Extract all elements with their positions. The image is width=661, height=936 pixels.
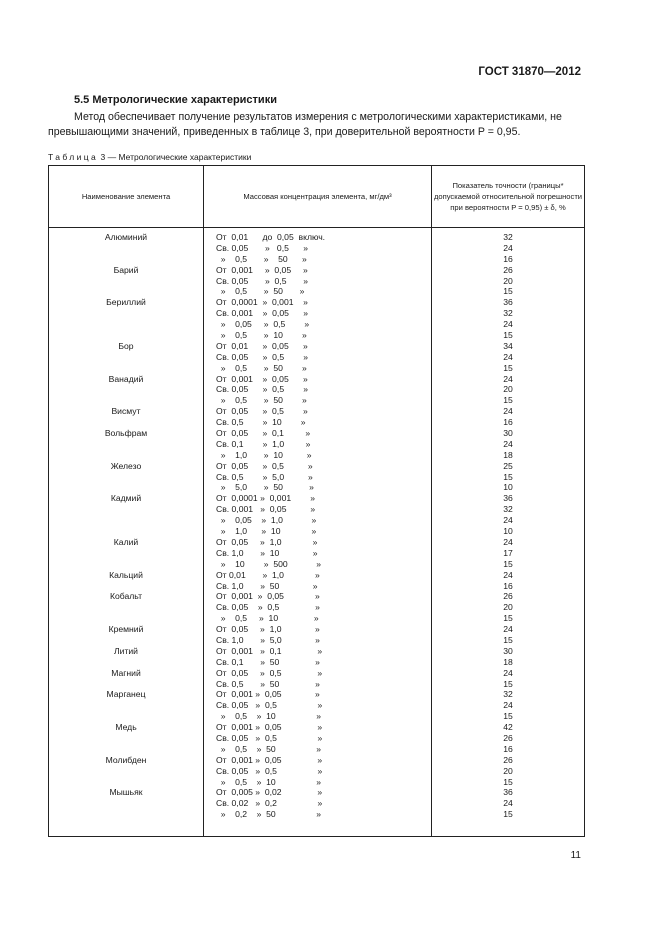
accuracy-cell: 15 — [503, 809, 513, 820]
table-row — [49, 613, 584, 624]
accuracy-cell: 16 — [503, 417, 513, 428]
table-row — [49, 559, 584, 570]
table-row — [49, 439, 584, 450]
table-caption-prefix: Таблица — [48, 152, 99, 162]
accuracy-cell: 36 — [503, 787, 513, 798]
element-cell: Мышьяк — [109, 787, 143, 798]
accuracy-cell: 24 — [503, 700, 513, 711]
table-row — [49, 352, 584, 363]
accuracy-cell: 16 — [503, 743, 513, 754]
table-header — [49, 166, 584, 228]
concentration-cell: От 0,01 до 0,05 включ. — [216, 232, 326, 242]
accuracy-cell: 18 — [503, 656, 513, 667]
concentration-cell: От 0,001 » 0,05 » — [216, 373, 308, 384]
accuracy-cell: 30 — [503, 428, 513, 439]
table-row — [49, 755, 584, 766]
table-row — [49, 809, 584, 820]
concentration-cell: От 0,0001 » 0,001 » — [216, 297, 308, 308]
accuracy-cell: 26 — [503, 754, 513, 765]
concentration-cell: » 0,5 » 10 » — [216, 776, 322, 787]
table-row — [49, 635, 584, 646]
concentration-cell: Св. 0,5 » 10 » — [216, 417, 306, 428]
accuracy-cell: 30 — [503, 645, 513, 656]
concentration-cell: От 0,05 » 0,1 » — [216, 428, 311, 439]
concentration-cell: » 0,5 » 10 » — [216, 613, 319, 624]
concentration-cell: Св. 0,05 » 0,5 » — [216, 602, 320, 613]
header-element: Наименование элемента — [81, 192, 171, 201]
table-row — [49, 417, 584, 428]
element-cell: Молибден — [105, 754, 147, 765]
table-row — [49, 243, 584, 254]
accuracy-cell: 15 — [503, 362, 513, 373]
element-cell: Марганец — [106, 689, 146, 700]
concentration-cell: » 0,5 » 50 » — [216, 395, 307, 406]
accuracy-cell: 15 — [503, 634, 513, 645]
accuracy-cell: 24 — [503, 319, 513, 330]
table-row — [49, 624, 584, 635]
table-row — [49, 668, 584, 679]
accuracy-cell: 24 — [503, 569, 513, 580]
accuracy-cell: 15 — [503, 678, 513, 689]
table-row — [49, 428, 584, 439]
table-row — [49, 363, 584, 374]
concentration-cell: От 0,01 » 0,05 » — [216, 340, 308, 351]
table-caption-title: 3 — Метрологические характеристики — [100, 152, 252, 162]
concentration-cell: Св. 0,05 » 0,5 » — [216, 384, 308, 395]
concentration-cell: » 0,5 » 50 » — [216, 743, 322, 754]
concentration-cell: Св. 0,05 » 0,5 » — [216, 275, 308, 286]
concentration-cell: От 0,001 » 0,05 » — [216, 754, 323, 765]
table-row — [49, 319, 584, 330]
element-cell: Висмут — [111, 406, 141, 417]
table-row — [49, 711, 584, 722]
table-row — [49, 722, 584, 733]
table-row — [49, 450, 584, 461]
concentration-cell: Св. 0,05 » 0,5 » — [216, 242, 308, 253]
concentration-cell: Св. 0,5 » 50 » — [216, 678, 320, 689]
table-row — [49, 395, 584, 406]
accuracy-cell: 42 — [503, 722, 513, 733]
concentration-cell: » 0,5 » 50 » — [216, 362, 307, 373]
accuracy-cell: 20 — [503, 602, 513, 613]
accuracy-cell: 32 — [503, 308, 513, 319]
table-row — [49, 537, 584, 548]
accuracy-cell: 17 — [503, 547, 513, 558]
accuracy-cell: 24 — [503, 406, 513, 417]
table-row — [49, 265, 584, 276]
concentration-cell: Св. 0,1 » 1,0 » — [216, 438, 311, 449]
element-cell: Кобальт — [109, 591, 143, 602]
accuracy-cell: 26 — [503, 732, 513, 743]
accuracy-cell: 15 — [503, 711, 513, 722]
table-row — [49, 777, 584, 788]
table-row — [49, 689, 584, 700]
element-cell: Кальций — [109, 569, 143, 580]
concentration-cell: От 0,001 » 0,05 » — [216, 264, 308, 275]
table-row — [49, 276, 584, 287]
concentration-cell: От 0,005 » 0,02 » — [216, 787, 323, 798]
accuracy-cell: 20 — [503, 275, 513, 286]
concentration-cell: Св. 0,02 » 0,2 » — [216, 798, 323, 809]
table-row — [49, 493, 584, 504]
table-row — [49, 254, 584, 265]
element-cell: Ванадий — [108, 373, 144, 384]
concentration-cell: » 0,2 » 50 » — [216, 809, 322, 820]
concentration-cell: От 0,05 » 1,0 » — [216, 624, 320, 635]
table-row — [49, 406, 584, 417]
table-row — [49, 602, 584, 613]
concentration-cell: » 0,5 » 10 » — [216, 330, 307, 341]
table-row — [49, 787, 584, 798]
accuracy-cell: 15 — [503, 471, 513, 482]
concentration-cell: Св. 0,1 » 50 » — [216, 656, 320, 667]
concentration-cell: Св. 0,05 » 0,5 » — [216, 765, 323, 776]
table-row — [49, 504, 584, 515]
concentration-cell: От 0,001 » 0,05 » — [216, 591, 320, 602]
accuracy-cell: 18 — [503, 449, 513, 460]
table-row — [49, 679, 584, 690]
concentration-cell: От 0,001 » 0,05 » — [216, 722, 323, 733]
accuracy-cell: 32 — [503, 689, 513, 700]
concentration-cell: » 0,05 » 0,5 » — [216, 319, 310, 330]
element-cell: Железо — [110, 460, 142, 471]
concentration-cell: От 0,001 » 0,05 » — [216, 689, 320, 700]
accuracy-cell: 15 — [503, 776, 513, 787]
concentration-cell: » 0,5 » 50 » — [216, 253, 307, 264]
concentration-cell: Св. 1,0 » 10 » — [216, 547, 318, 558]
accuracy-cell: 36 — [503, 493, 513, 504]
table-row — [49, 232, 584, 243]
concentration-cell: Св. 1,0 » 50 » — [216, 580, 318, 591]
table-row — [49, 330, 584, 341]
accuracy-cell: 24 — [503, 515, 513, 526]
element-cell: Калий — [113, 536, 139, 547]
table-row — [49, 548, 584, 559]
header-concentration: Массовая концентрация элемента, мг/дм³ — [243, 192, 392, 201]
table-row — [49, 733, 584, 744]
element-cell: Барий — [113, 264, 139, 275]
accuracy-cell: 15 — [503, 330, 513, 341]
table-row — [49, 581, 584, 592]
concentration-cell: От 0,01 » 1,0 » — [216, 569, 320, 580]
table-row — [49, 570, 584, 581]
table-row — [49, 308, 584, 319]
document-code: ГОСТ 31870—2012 — [478, 66, 581, 78]
table-row — [49, 384, 584, 395]
concentration-cell: » 10 » 500 » — [216, 558, 322, 569]
accuracy-cell: 20 — [503, 384, 513, 395]
concentration-cell: Св. 0,001 » 0,05 » — [216, 504, 316, 515]
table-row — [49, 461, 584, 472]
concentration-cell: От 0,05 » 1,0 » — [216, 536, 318, 547]
concentration-cell: » 0,05 » 1,0 » — [216, 515, 317, 526]
table-row — [49, 657, 584, 668]
accuracy-cell: 25 — [503, 460, 513, 471]
table-caption — [48, 152, 251, 162]
accuracy-cell: 15 — [503, 395, 513, 406]
accuracy-cell: 24 — [503, 373, 513, 384]
concentration-cell: От 0,05 » 0,5 » — [216, 406, 308, 417]
concentration-cell: » 1,0 » 10 » — [216, 526, 317, 537]
concentration-cell: Св. 0,001 » 0,05 » — [216, 308, 308, 319]
concentration-cell: » 1,0 » 10 » — [216, 449, 312, 460]
element-cell: Магний — [111, 667, 141, 678]
accuracy-cell: 24 — [503, 798, 513, 809]
table-row — [49, 515, 584, 526]
section-paragraph: Метод обеспечивает получение результатов измерения с метрологическими характеристиками, не превышающими значений, приведенных в таблице 3, при доверительной вероятности P = 0,95. — [48, 111, 562, 138]
table-row — [49, 526, 584, 537]
accuracy-cell: 32 — [503, 232, 513, 242]
accuracy-cell: 15 — [503, 613, 513, 624]
table-row — [49, 646, 584, 657]
table-row — [49, 766, 584, 777]
concentration-cell: » 0,5 » 10 » — [216, 711, 322, 722]
accuracy-cell: 36 — [503, 297, 513, 308]
accuracy-cell: 24 — [503, 667, 513, 678]
accuracy-cell: 24 — [503, 536, 513, 547]
table-row — [49, 341, 584, 352]
accuracy-cell: 24 — [503, 438, 513, 449]
accuracy-cell: 15 — [503, 558, 513, 569]
accuracy-cell: 10 — [503, 482, 513, 493]
concentration-cell: » 5,0 » 50 » — [216, 482, 314, 493]
header-accuracy: Показатель точности (границы* допускаемой относительной погрешности при вероятности P = 0,95) ± δ, % — [433, 181, 583, 212]
accuracy-cell: 16 — [503, 580, 513, 591]
accuracy-cell: 10 — [503, 526, 513, 537]
table-row — [49, 286, 584, 297]
table-row — [49, 374, 584, 385]
concentration-cell: » 0,5 » 50 » — [216, 286, 305, 297]
concentration-cell: От 0,05 » 0,5 » — [216, 667, 323, 678]
accuracy-cell: 34 — [503, 340, 513, 351]
element-cell: Медь — [115, 722, 137, 733]
table-row — [49, 482, 584, 493]
accuracy-cell: 26 — [503, 264, 513, 275]
table-row — [49, 700, 584, 711]
accuracy-cell: 26 — [503, 591, 513, 602]
table-row — [49, 798, 584, 809]
element-cell: Вольфрам — [104, 428, 148, 439]
section-heading: 5.5 Метрологические характеристики — [74, 94, 277, 106]
table-row — [49, 297, 584, 308]
concentration-cell: От 0,001 » 0,1 » — [216, 645, 323, 656]
accuracy-cell: 24 — [503, 242, 513, 253]
concentration-cell: От 0,0001 » 0,001 » — [216, 493, 316, 504]
accuracy-cell: 20 — [503, 765, 513, 776]
concentration-cell: Св. 0,05 » 0,5 » — [216, 700, 323, 711]
element-cell: Кремний — [108, 624, 144, 635]
table-row — [49, 472, 584, 483]
element-cell: Кадмий — [110, 493, 142, 504]
accuracy-cell: 16 — [503, 253, 513, 264]
table-row — [49, 591, 584, 602]
concentration-cell: Св. 0,05 » 0,5 » — [216, 732, 323, 743]
element-cell: Бериллий — [106, 297, 146, 308]
accuracy-cell: 32 — [503, 504, 513, 515]
page-number: 11 — [570, 850, 581, 861]
table-row — [49, 744, 584, 755]
concentration-cell: Св. 0,05 » 0,5 » — [216, 351, 308, 362]
element-cell: Литий — [114, 645, 138, 656]
element-cell: Алюминий — [104, 232, 148, 242]
accuracy-cell: 24 — [503, 624, 513, 635]
element-cell: Бор — [118, 340, 134, 351]
table-body — [49, 232, 584, 820]
accuracy-cell: 24 — [503, 351, 513, 362]
concentration-cell: От 0,05 » 0,5 » — [216, 460, 313, 471]
accuracy-cell: 15 — [503, 286, 513, 297]
concentration-cell: Св. 1,0 » 5,0 » — [216, 634, 320, 645]
metrology-table — [48, 165, 585, 837]
concentration-cell: Св. 0,5 » 5,0 » — [216, 471, 313, 482]
